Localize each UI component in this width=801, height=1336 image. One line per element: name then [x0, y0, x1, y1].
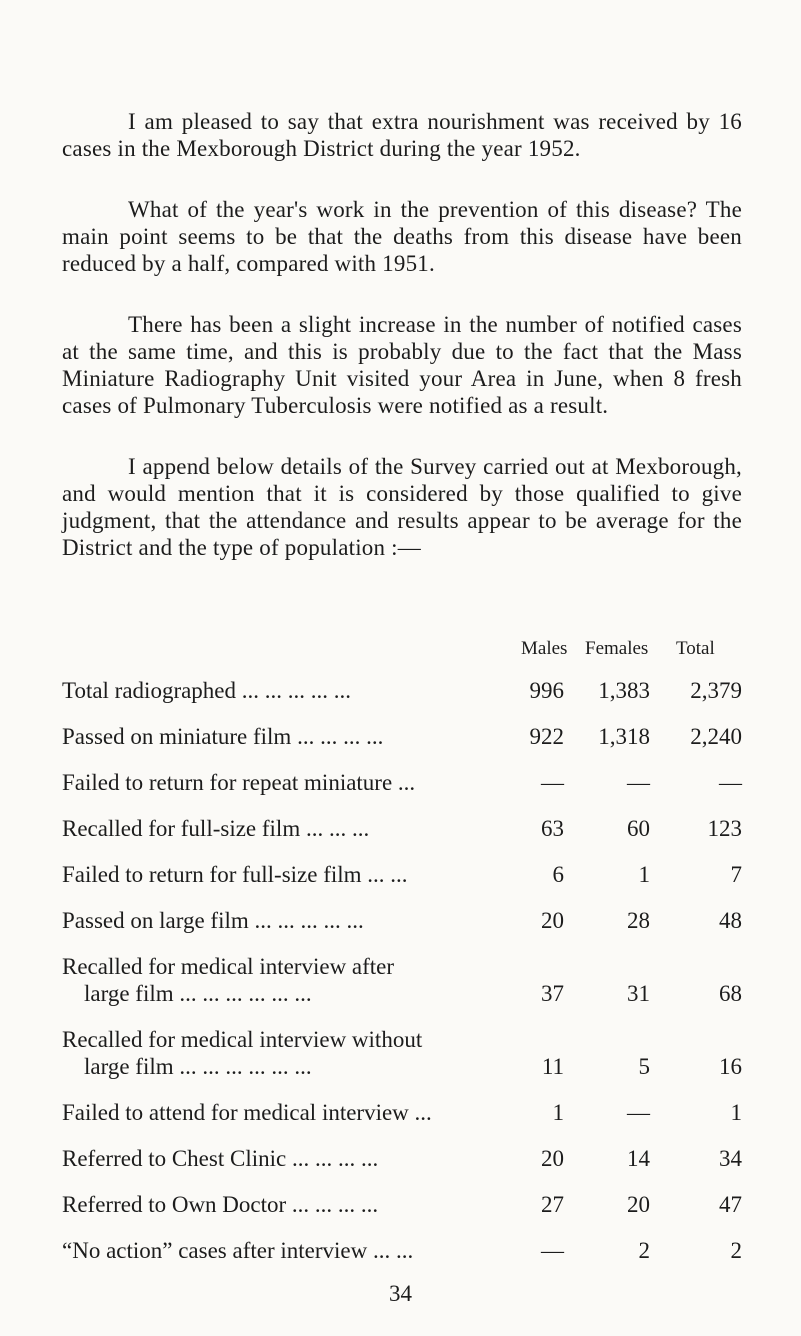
cell-total: 123	[707, 816, 742, 841]
cell-total: 34	[719, 1146, 742, 1171]
cell-females: 20	[627, 1192, 650, 1217]
table-row	[62, 1182, 742, 1228]
table-row	[62, 944, 742, 1017]
page-number: 34	[389, 1281, 412, 1306]
cell-males: 20	[541, 1146, 564, 1171]
cell-females: 60	[627, 816, 650, 841]
cell-total: 16	[719, 1054, 742, 1079]
cell-total: 47	[719, 1192, 742, 1217]
cell-males: —	[541, 770, 564, 795]
cell-females: 5	[638, 1054, 650, 1079]
table-row	[62, 1017, 742, 1090]
row-label: Failed to attend for medical interview ...	[62, 1100, 432, 1125]
row-label: Passed on miniature film ... ... ... ...	[62, 724, 384, 749]
row-label: Failed to return for full-size film ... ...	[62, 862, 408, 887]
paragraph-notified-cases: There has been a slight increase in the number of notified cases at the same time, and this is probably due to the fact that the Mass Miniature Radiography Unit visited your Area in June, when 8 fresh cases of Pulmonary Tuberculosis were notified as a result.	[62, 312, 742, 418]
cell-females: 1,383	[598, 678, 650, 703]
body-text	[62, 108, 742, 561]
table-row	[62, 852, 742, 898]
paragraph-survey-intro: I append below details of the Survey carried out at Mexborough, and would mention that it is considered by those qualified to give judgment, that the attendance and results appear to be average for the District and the type of population :—	[62, 454, 742, 560]
table-row	[62, 898, 742, 944]
cell-females: 31	[627, 981, 650, 1006]
header-total: Total	[676, 638, 715, 659]
cell-males: 11	[541, 1054, 564, 1079]
cell-males: 1	[552, 1100, 564, 1125]
row-label: Total radiographed ... ... ... ... ...	[62, 678, 352, 703]
cell-females: 1,318	[598, 724, 650, 749]
row-label	[62, 1026, 510, 1080]
cell-total: —	[719, 770, 742, 795]
survey-table	[62, 638, 742, 1274]
table-row	[62, 668, 742, 714]
table-row	[62, 714, 742, 760]
table-header	[62, 638, 742, 668]
row-label: Failed to return for repeat miniature ...	[62, 770, 416, 795]
row-label-line1: Recalled for medical interview after	[62, 954, 395, 979]
cell-total: 7	[730, 862, 742, 887]
cell-females: —	[627, 1100, 650, 1125]
cell-males: 20	[541, 908, 564, 933]
table-row	[62, 1228, 742, 1274]
table-row	[62, 1136, 742, 1182]
cell-females: 28	[627, 908, 650, 933]
row-label	[62, 953, 510, 1007]
cell-females: —	[627, 770, 650, 795]
header-males: Males	[521, 638, 568, 659]
paragraph-extra-nourishment: I am pleased to say that extra nourishment was received by 16 cases in the Mexborough District during the year 1952.	[62, 109, 742, 161]
row-label: “No action” cases after interview ... ...	[62, 1238, 414, 1263]
row-label: Referred to Own Doctor ... ... ... ...	[62, 1192, 379, 1217]
header-females: Females	[585, 638, 649, 659]
cell-total: 48	[719, 908, 742, 933]
cell-males: 6	[552, 862, 564, 887]
row-label: Passed on large film ... ... ... ... ...	[62, 908, 364, 933]
cell-total: 2,240	[690, 724, 742, 749]
cell-males: 922	[529, 724, 564, 749]
cell-males: 63	[541, 816, 564, 841]
cell-females: 14	[627, 1146, 650, 1171]
row-label: Recalled for full-size film ... ... ...	[62, 816, 370, 841]
row-label: Referred to Chest Clinic ... ... ... ...	[62, 1146, 379, 1171]
table-row	[62, 806, 742, 852]
table-row	[62, 1090, 742, 1136]
row-label-line1: Recalled for medical interview without	[62, 1027, 423, 1052]
cell-females: 2	[638, 1238, 650, 1263]
cell-males: 996	[529, 678, 564, 703]
cell-males: 37	[541, 981, 564, 1006]
row-label-line2: large film ... ... ... ... ... ...	[84, 981, 312, 1006]
table-row	[62, 760, 742, 806]
cell-males: 27	[541, 1192, 564, 1217]
cell-total: 2,379	[690, 678, 742, 703]
paragraph-prevention: What of the year's work in the prevention of this disease? The main point seems to be that the deaths from this disease have been reduced by a half, compared with 1951.	[62, 197, 742, 276]
cell-females: 1	[638, 862, 650, 887]
cell-total: 1	[730, 1100, 742, 1125]
cell-total: 68	[719, 981, 742, 1006]
row-label-line2: large film ... ... ... ... ... ...	[84, 1054, 312, 1079]
cell-males: —	[541, 1238, 564, 1263]
cell-total: 2	[730, 1238, 742, 1263]
